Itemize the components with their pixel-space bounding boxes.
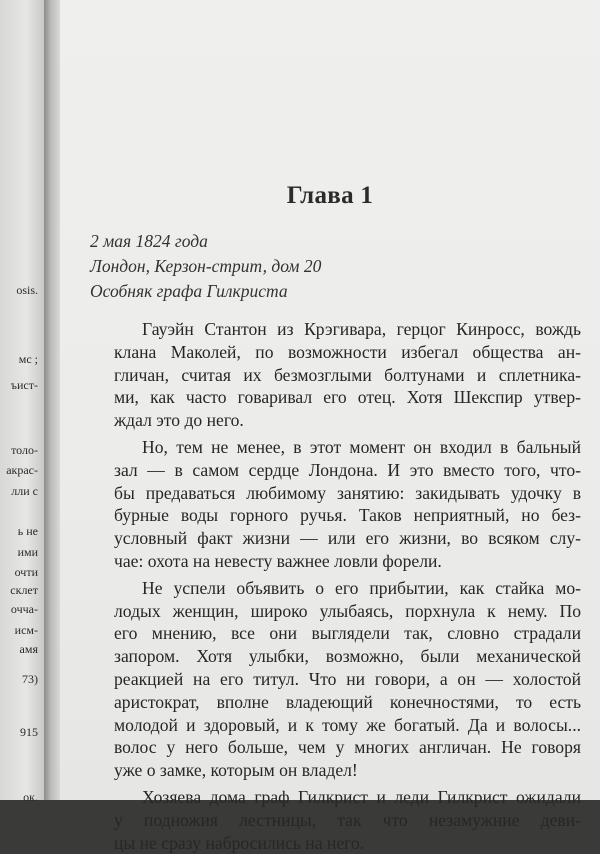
left-page-fragment: лли с <box>11 484 38 498</box>
book-gutter <box>44 0 60 800</box>
text-line: волос у него больше, чем у многих англичан. Не говоря <box>114 737 581 758</box>
paragraph <box>86 786 581 854</box>
text-line: клана Маколей, по возможности избегал общества ан- <box>114 341 581 362</box>
left-page-fragment: акрас- <box>6 463 38 477</box>
text-line: аристократ, вполне владеющий конечностями, то есть <box>114 691 581 712</box>
text-line: гличан, считая их безмозглыми болтунами и сплетника- <box>114 364 581 385</box>
text-line: у подножия лестницы, так что незамужние деви- <box>114 809 581 830</box>
text-line: молодой и здоровый, и к тому же богатый. Да и волосы... <box>114 714 581 735</box>
book-page <box>60 0 600 853</box>
text-line: ждал это до него. <box>114 410 244 431</box>
text-line: реакцией на его титул. Что ни говори, а он — холостой <box>114 668 581 689</box>
text-line: Хозяева дома граф Гилкрист и леди Гилкрист ожидали <box>142 786 581 807</box>
left-page-fragment: склет <box>10 583 38 597</box>
text-line: цы не сразу набросились на него. <box>114 832 365 853</box>
text-line: зал — в самом сердце Лондона. И это вместо того, что- <box>114 459 581 480</box>
left-page-fragment: ъист- <box>10 378 38 392</box>
text-line: лодых женщин, широко улыбаясь, порхнула к нему. По <box>114 600 581 621</box>
left-page-fragment: osis. <box>16 283 38 297</box>
chapter-title: Глава 1 <box>286 182 374 209</box>
text-line: Не успели объявить о его прибытии, как стайка мо- <box>142 577 581 598</box>
text-line: его мнению, все они выглядели так, словно страдали <box>114 623 581 644</box>
epigraph-date: 2 мая 1824 года <box>90 231 208 251</box>
left-page-fragment: ими <box>17 545 38 559</box>
epigraph-location: Особняк графа Гилкриста <box>90 281 288 301</box>
text-line: уже о замке, которым он владел! <box>114 760 358 781</box>
text-line: бы предаваться любимому занятию: закидывать удочку в <box>114 482 581 503</box>
text-line: бурные воды горного ручья. Таков неприятный, но без- <box>114 505 581 526</box>
text-line: ми, как часто говаривал его отец. Хотя Шекспир утвер- <box>114 387 581 408</box>
text-line: Но, тем не менее, в этот момент он входил в бальный <box>142 436 581 457</box>
text-line: запором. Хотя улыбки, возможно, были механической <box>114 646 581 667</box>
paragraph <box>86 577 581 782</box>
left-page-fragment: 915 <box>20 725 38 739</box>
epigraph-address: Лондон, Керзон-стрит, дом 20 <box>90 256 322 276</box>
paragraph <box>86 318 581 432</box>
left-page-fragment: ок. <box>23 790 38 804</box>
previous-page-edge <box>0 0 44 804</box>
text-line: Гауэйн Стантон из Крэгивара, герцог Кинросс, вождь <box>142 319 581 339</box>
chapter-epigraph <box>90 229 550 304</box>
left-page-fragment: мс ; <box>18 352 38 366</box>
text-line: условный факт жизни — или его жизни, во всяком слу- <box>114 528 581 549</box>
left-page-fragment: 73) <box>22 672 38 686</box>
left-page-fragment: ь не <box>17 524 38 538</box>
left-page-fragment: очти <box>14 565 38 579</box>
left-page-fragment: толо- <box>11 443 38 457</box>
left-page-fragment: исм- <box>14 623 38 637</box>
left-page-fragment: амя <box>19 642 38 656</box>
paragraph <box>86 436 581 573</box>
text-line: чае: охота на невесту важнее ловли форели. <box>114 550 442 571</box>
left-page-fragment: очча- <box>10 602 38 616</box>
chapter-body <box>86 318 581 854</box>
